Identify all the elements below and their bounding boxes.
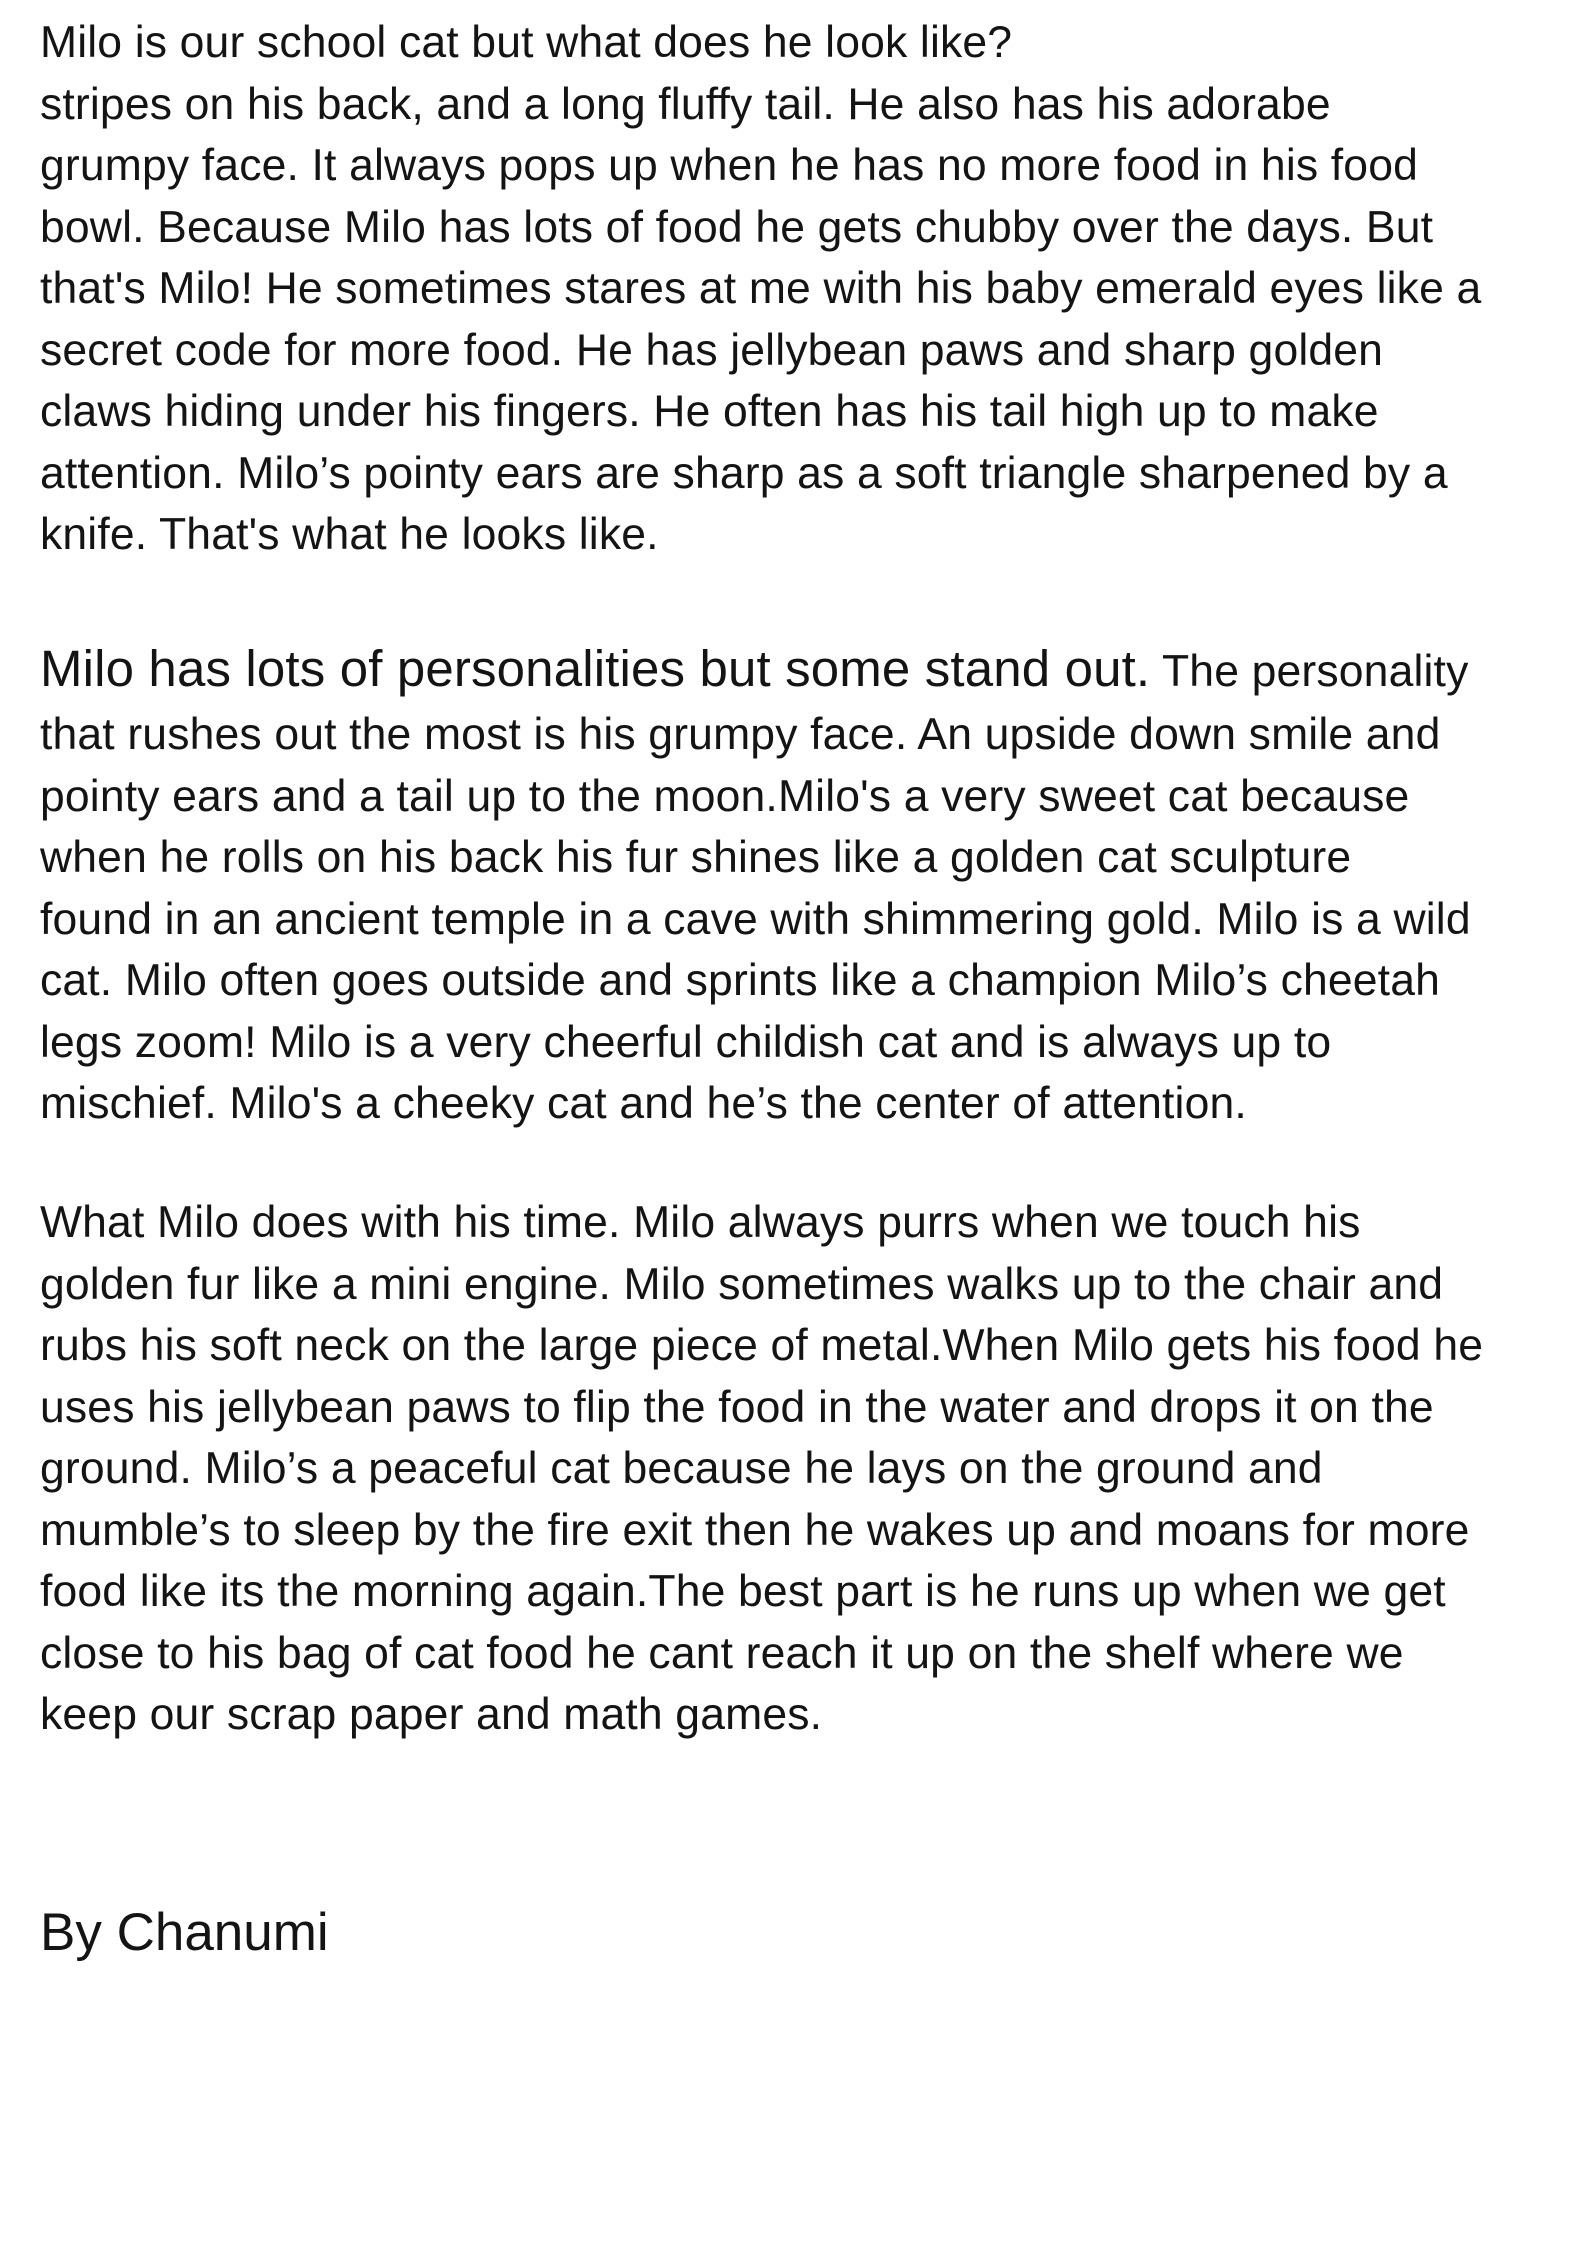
text-line [40, 637, 1560, 704]
text-line: mumble’s to sleep by the fire exit then he wakes up and moans for more [40, 1505, 1470, 1555]
text-line: secret code for more food. He has jellybean paws and sharp golden [40, 325, 1384, 375]
text-line: grumpy face. It always pops up when he has no more food in his food [40, 141, 1418, 190]
text-line: What Milo does with his time. Milo always purrs when we touch his [40, 1198, 1361, 1247]
text-line: cat. Milo often goes outside and sprints like a champion Milo’s cheetah [40, 956, 1440, 1005]
text-line: that's Milo! He sometimes stares at me with his baby emerald eyes like a [40, 264, 1482, 313]
text-line: food like its the morning again.The best part is he runs up when we get [40, 1567, 1446, 1616]
text-line: close to his bag of cat food he cant reach it up on the shelf where we [40, 1628, 1404, 1678]
paragraph-activities [40, 1192, 1560, 1746]
text-line: legs zoom! Milo is a very cheerful childish cat and is always up to [40, 1017, 1332, 1067]
text-line: keep our scrap paper and math games. [40, 1690, 823, 1739]
text-line: mischief. Milo's a cheeky cat and he’s the center of attention. [40, 1079, 1247, 1128]
text-line: ground. Milo’s a peaceful cat because he lays on the ground and [40, 1444, 1323, 1493]
text-line: uses his jellybean paws to flip the food in the water and drops it on the [40, 1382, 1434, 1432]
text-line: knife. That's what he looks like. [40, 510, 659, 559]
text-line: claws hiding under his fingers. He often has his tail high up to make [40, 387, 1379, 436]
text-line: attention. Milo’s pointy ears are sharp as a soft triangle sharpened by a [40, 448, 1448, 498]
text-line: pointy ears and a tail up to the moon.Milo's a very sweet cat because [40, 771, 1410, 821]
text-line: Milo is our school cat but what does he look like? [40, 18, 1013, 67]
text-line: bowl. Because Milo has lots of food he gets chubby over the days. But [40, 202, 1434, 252]
text-line: found in an ancient temple in a cave with shimmering gold. Milo is a wild [40, 894, 1471, 944]
paragraph-personality [40, 637, 1560, 1135]
author-signature: By Chanumi [40, 1903, 329, 1962]
paragraph-lead-rest: The personality [1150, 647, 1469, 696]
text-line: stripes on his back, and a long fluffy tail. He also has his adorabe [40, 79, 1331, 129]
text-line: golden fur like a mini engine. Milo sometimes walks up to the chair and [40, 1259, 1444, 1309]
text-line: when he rolls on his back his fur shines like a golden cat sculpture [40, 833, 1352, 882]
text-line: rubs his soft neck on the large piece of metal.When Milo gets his food he [40, 1321, 1484, 1370]
paragraph-lead-sentence: Milo has lots of personalities but some stand out. [40, 640, 1151, 697]
paragraph-appearance [40, 12, 1560, 566]
text-line: that rushes out the most is his grumpy face. An upside down smile and [40, 710, 1441, 759]
